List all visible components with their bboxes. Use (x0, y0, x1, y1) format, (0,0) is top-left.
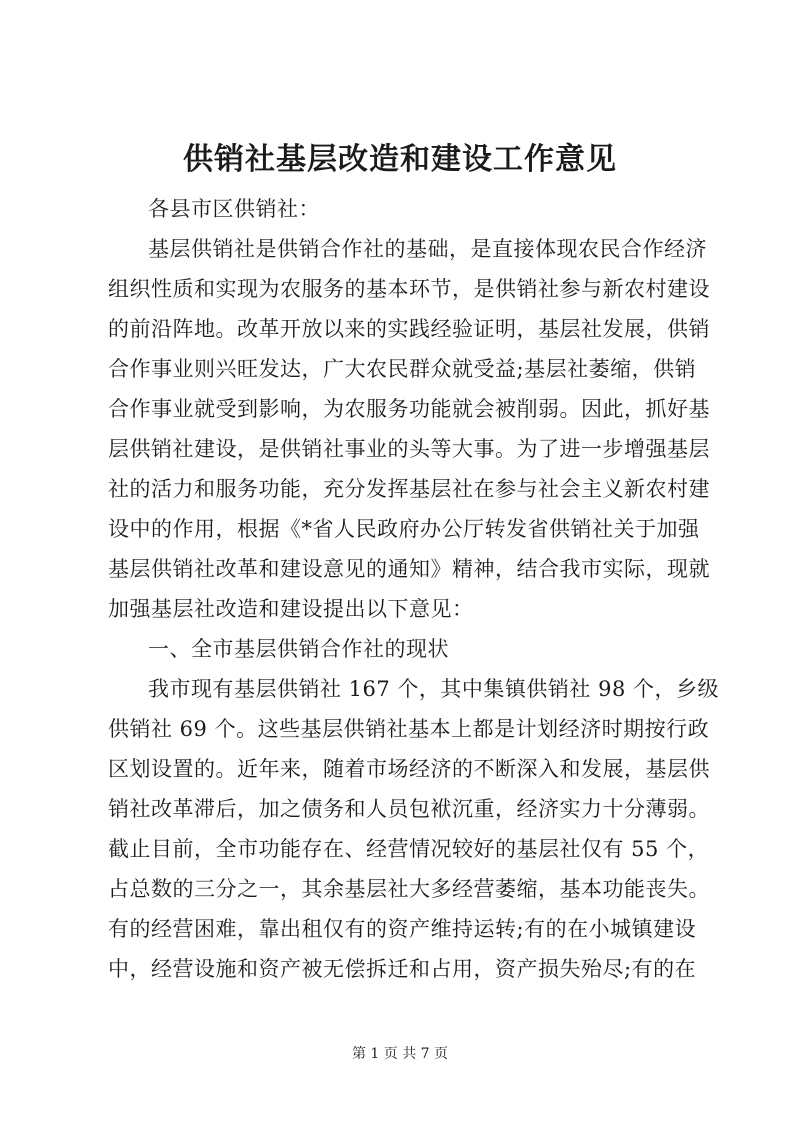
body-line: 占总数的三分之一，其余基层社大多经营萎缩，基本功能丧失。 (108, 877, 710, 901)
salutation-line: 各县市区供销社： (148, 197, 320, 221)
body-line: 中，经营设施和资产被无偿拆迁和占用，资产损失殆尽;有的在 (108, 957, 697, 981)
body-line: 层供销社建设，是供销社事业的头等大事。为了进一步增强基层 (108, 437, 710, 461)
body-line: 我市现有基层供销社 167 个，其中集镇供销社 98 个，乡级 (148, 677, 720, 701)
body-line: 供销社 69 个。这些基层供销社基本上都是计划经济时期按行政 (108, 717, 710, 741)
section-heading: 一、全市基层供销合作社的现状 (148, 637, 449, 661)
body-line: 有的经营困难，靠出租仅有的资产维持运转;有的在小城镇建设 (108, 917, 697, 941)
body-line: 组织性质和实现为农服务的基本环节，是供销社参与新农村建设 (108, 277, 710, 301)
body-line: 合作事业则兴旺发达，广大农民群众就受益;基层社萎缩，供销 (108, 357, 697, 381)
body-line: 合作事业就受到影响，为农服务功能就会被削弱。因此，抓好基 (108, 397, 710, 421)
body-line: 设中的作用，根据《*省人民政府办公厅转发省供销社关于加强 (108, 517, 700, 541)
body-line: 截止目前，全市功能存在、经营情况较好的基层社仅有 55 个， (108, 837, 710, 861)
body-line: 社的活力和服务功能，充分发挥基层社在参与社会主义新农村建 (108, 477, 710, 501)
body-line: 区划设置的。近年来，随着市场经济的不断深入和发展，基层供 (108, 757, 710, 781)
body-line: 基层供销社是供销合作社的基础，是直接体现农民合作经济 (148, 237, 707, 261)
page-footer: 第 1 页 共 7 页 (351, 1046, 449, 1062)
body-line: 基层供销社改革和建设意见的通知》精神，结合我市实际，现就 (108, 557, 710, 581)
body-line: 加强基层社改造和建设提出以下意见： (108, 597, 474, 621)
document-title: 供销社基层改造和建设工作意见 (183, 142, 617, 177)
body-line: 的前沿阵地。改革开放以来的实践经验证明，基层社发展，供销 (108, 317, 710, 341)
body-line: 销社改革滞后，加之债务和人员包袱沉重，经济实力十分薄弱。 (108, 797, 710, 821)
